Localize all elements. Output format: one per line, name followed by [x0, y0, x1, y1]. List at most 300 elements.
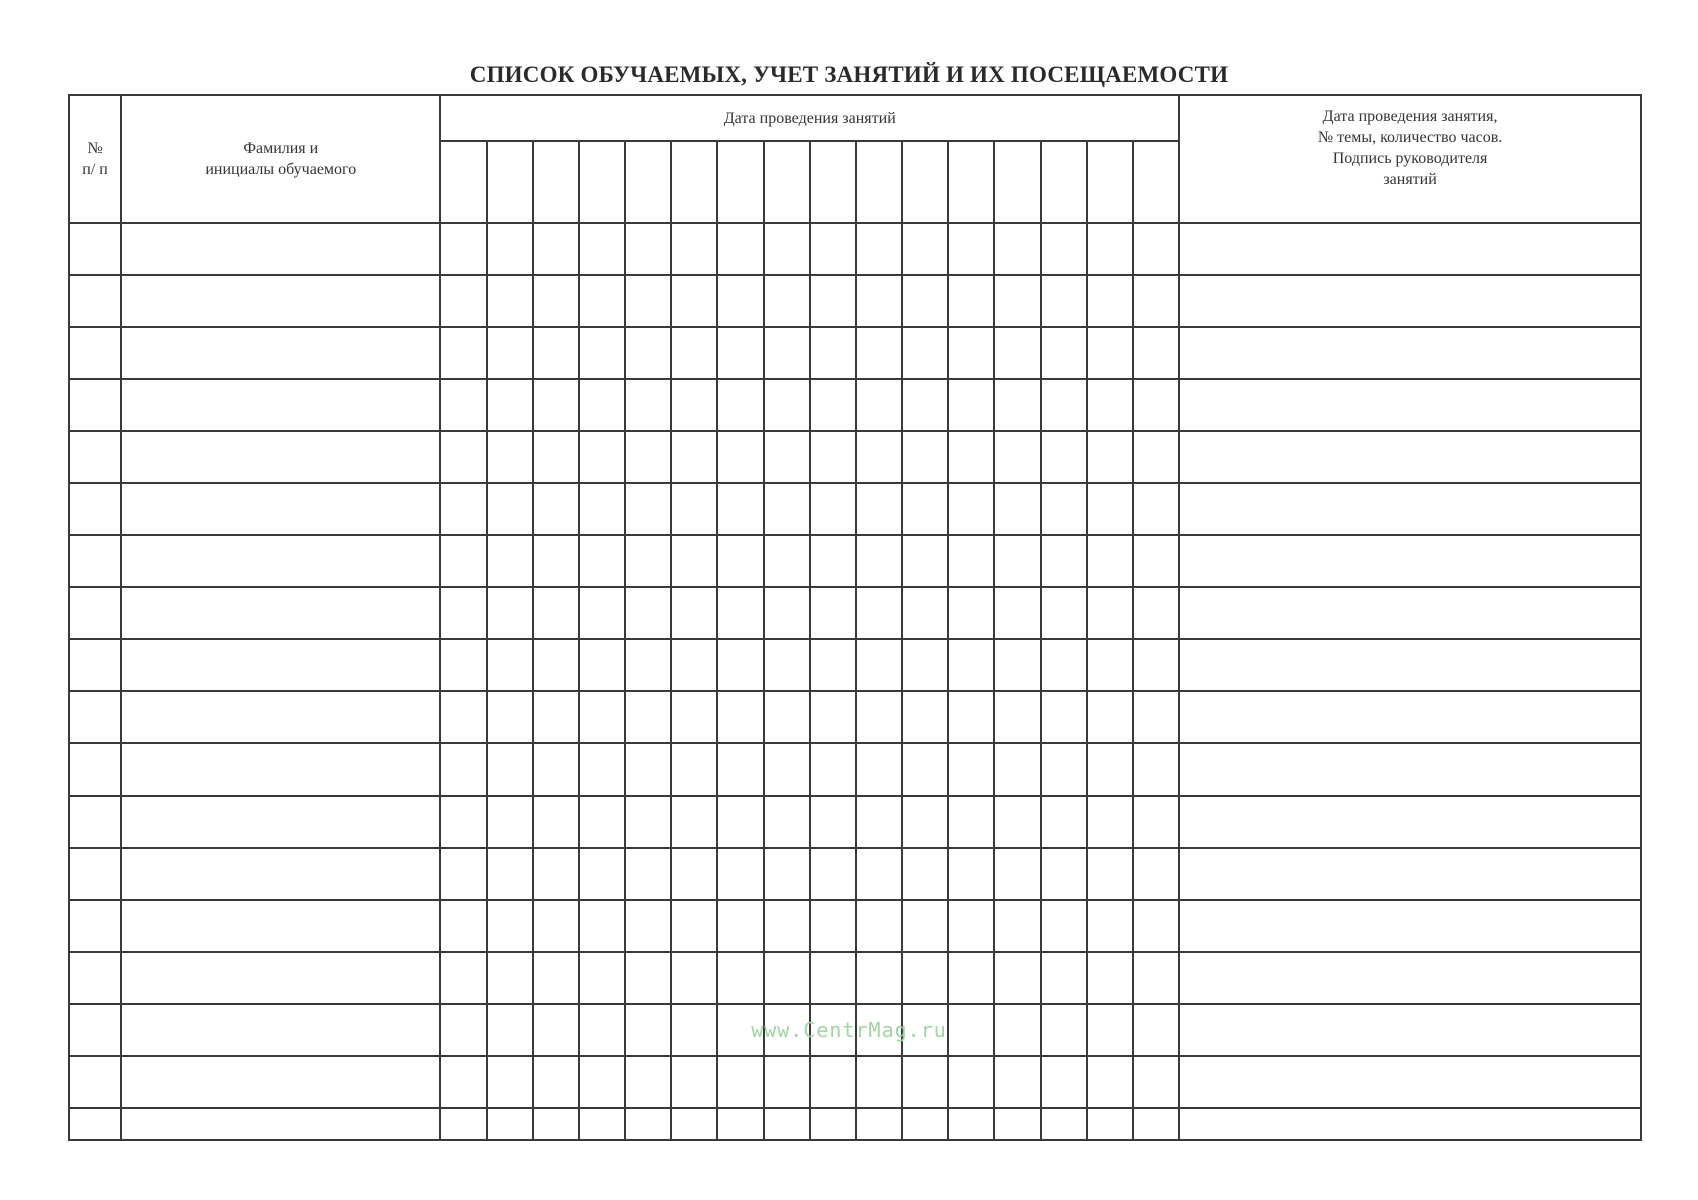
notes-cell[interactable]	[1179, 796, 1641, 848]
attendance-cell[interactable]	[764, 1056, 810, 1108]
number-cell[interactable]	[69, 639, 121, 691]
attendance-cell[interactable]	[810, 587, 856, 639]
attendance-cell[interactable]	[902, 691, 948, 743]
attendance-cell[interactable]	[625, 223, 671, 275]
attendance-cell[interactable]	[948, 483, 994, 535]
attendance-cell[interactable]	[994, 796, 1040, 848]
attendance-cell[interactable]	[533, 796, 579, 848]
attendance-cell[interactable]	[764, 796, 810, 848]
number-cell[interactable]	[69, 848, 121, 900]
attendance-cell[interactable]	[1041, 327, 1087, 379]
attendance-cell[interactable]	[810, 431, 856, 483]
attendance-cell[interactable]	[487, 483, 533, 535]
attendance-cell[interactable]	[856, 691, 902, 743]
attendance-cell[interactable]	[1041, 275, 1087, 327]
attendance-cell[interactable]	[1041, 848, 1087, 900]
attendance-cell[interactable]	[717, 796, 763, 848]
attendance-cell[interactable]	[994, 379, 1040, 431]
attendance-cell[interactable]	[717, 743, 763, 795]
attendance-cell[interactable]	[487, 327, 533, 379]
attendance-cell[interactable]	[764, 691, 810, 743]
attendance-cell[interactable]	[1041, 587, 1087, 639]
attendance-cell[interactable]	[994, 431, 1040, 483]
attendance-cell[interactable]	[717, 691, 763, 743]
attendance-cell[interactable]	[579, 535, 625, 587]
attendance-cell[interactable]	[948, 327, 994, 379]
notes-cell[interactable]	[1179, 1108, 1641, 1140]
attendance-cell[interactable]	[487, 691, 533, 743]
attendance-cell[interactable]	[440, 1108, 486, 1140]
attendance-cell[interactable]	[902, 952, 948, 1004]
attendance-cell[interactable]	[625, 1056, 671, 1108]
attendance-cell[interactable]	[487, 223, 533, 275]
notes-cell[interactable]	[1179, 639, 1641, 691]
attendance-cell[interactable]	[856, 743, 902, 795]
notes-cell[interactable]	[1179, 587, 1641, 639]
attendance-cell[interactable]	[717, 535, 763, 587]
attendance-cell[interactable]	[717, 379, 763, 431]
attendance-cell[interactable]	[625, 691, 671, 743]
attendance-cell[interactable]	[902, 848, 948, 900]
attendance-cell[interactable]	[717, 275, 763, 327]
attendance-cell[interactable]	[717, 1108, 763, 1140]
attendance-cell[interactable]	[671, 275, 717, 327]
attendance-cell[interactable]	[1041, 900, 1087, 952]
attendance-cell[interactable]	[1087, 796, 1133, 848]
attendance-cell[interactable]	[810, 535, 856, 587]
attendance-cell[interactable]	[487, 431, 533, 483]
attendance-cell[interactable]	[625, 796, 671, 848]
attendance-cell[interactable]	[487, 743, 533, 795]
attendance-cell[interactable]	[625, 535, 671, 587]
attendance-cell[interactable]	[810, 639, 856, 691]
attendance-cell[interactable]	[764, 223, 810, 275]
notes-cell[interactable]	[1179, 691, 1641, 743]
attendance-cell[interactable]	[948, 1056, 994, 1108]
attendance-cell[interactable]	[440, 483, 486, 535]
attendance-cell[interactable]	[625, 639, 671, 691]
attendance-cell[interactable]	[625, 743, 671, 795]
attendance-cell[interactable]	[579, 691, 625, 743]
attendance-cell[interactable]	[440, 796, 486, 848]
attendance-cell[interactable]	[717, 639, 763, 691]
attendance-cell[interactable]	[579, 1056, 625, 1108]
attendance-cell[interactable]	[810, 848, 856, 900]
attendance-cell[interactable]	[1041, 223, 1087, 275]
attendance-cell[interactable]	[533, 1056, 579, 1108]
attendance-cell[interactable]	[856, 223, 902, 275]
attendance-cell[interactable]	[1041, 379, 1087, 431]
attendance-cell[interactable]	[1041, 639, 1087, 691]
number-cell[interactable]	[69, 1056, 121, 1108]
attendance-cell[interactable]	[717, 952, 763, 1004]
attendance-cell[interactable]	[948, 691, 994, 743]
attendance-cell[interactable]	[948, 535, 994, 587]
number-cell[interactable]	[69, 587, 121, 639]
attendance-cell[interactable]	[671, 639, 717, 691]
attendance-cell[interactable]	[1041, 691, 1087, 743]
attendance-cell[interactable]	[717, 900, 763, 952]
attendance-cell[interactable]	[994, 483, 1040, 535]
attendance-cell[interactable]	[671, 952, 717, 1004]
attendance-cell[interactable]	[579, 952, 625, 1004]
attendance-cell[interactable]	[625, 483, 671, 535]
attendance-cell[interactable]	[440, 275, 486, 327]
attendance-cell[interactable]	[1133, 275, 1179, 327]
attendance-cell[interactable]	[487, 900, 533, 952]
attendance-cell[interactable]	[1087, 848, 1133, 900]
attendance-cell[interactable]	[533, 535, 579, 587]
attendance-cell[interactable]	[810, 691, 856, 743]
attendance-cell[interactable]	[810, 1056, 856, 1108]
attendance-cell[interactable]	[764, 275, 810, 327]
attendance-cell[interactable]	[440, 431, 486, 483]
attendance-cell[interactable]	[533, 327, 579, 379]
attendance-cell[interactable]	[487, 535, 533, 587]
name-cell[interactable]	[121, 431, 440, 483]
attendance-cell[interactable]	[1041, 1108, 1087, 1140]
number-cell[interactable]	[69, 223, 121, 275]
attendance-cell[interactable]	[948, 1108, 994, 1140]
attendance-cell[interactable]	[1087, 223, 1133, 275]
attendance-cell[interactable]	[1087, 431, 1133, 483]
attendance-cell[interactable]	[1133, 327, 1179, 379]
attendance-cell[interactable]	[902, 223, 948, 275]
notes-cell[interactable]	[1179, 848, 1641, 900]
attendance-cell[interactable]	[810, 483, 856, 535]
name-cell[interactable]	[121, 483, 440, 535]
attendance-cell[interactable]	[902, 327, 948, 379]
attendance-cell[interactable]	[1133, 483, 1179, 535]
attendance-cell[interactable]	[671, 587, 717, 639]
attendance-cell[interactable]	[625, 431, 671, 483]
attendance-cell[interactable]	[948, 743, 994, 795]
attendance-cell[interactable]	[1041, 743, 1087, 795]
attendance-cell[interactable]	[533, 743, 579, 795]
notes-cell[interactable]	[1179, 535, 1641, 587]
number-cell[interactable]	[69, 379, 121, 431]
attendance-cell[interactable]	[717, 1056, 763, 1108]
attendance-cell[interactable]	[671, 796, 717, 848]
attendance-cell[interactable]	[856, 483, 902, 535]
number-cell[interactable]	[69, 743, 121, 795]
attendance-cell[interactable]	[487, 275, 533, 327]
name-cell[interactable]	[121, 587, 440, 639]
attendance-cell[interactable]	[579, 1108, 625, 1140]
attendance-cell[interactable]	[440, 587, 486, 639]
attendance-cell[interactable]	[625, 275, 671, 327]
attendance-cell[interactable]	[533, 1108, 579, 1140]
attendance-cell[interactable]	[440, 743, 486, 795]
notes-cell[interactable]	[1179, 431, 1641, 483]
attendance-cell[interactable]	[948, 848, 994, 900]
attendance-cell[interactable]	[440, 691, 486, 743]
attendance-cell[interactable]	[1087, 743, 1133, 795]
attendance-cell[interactable]	[1041, 483, 1087, 535]
attendance-cell[interactable]	[764, 848, 810, 900]
name-cell[interactable]	[121, 743, 440, 795]
number-cell[interactable]	[69, 431, 121, 483]
attendance-cell[interactable]	[579, 848, 625, 900]
attendance-cell[interactable]	[1087, 483, 1133, 535]
attendance-cell[interactable]	[902, 1108, 948, 1140]
attendance-cell[interactable]	[856, 1108, 902, 1140]
attendance-cell[interactable]	[1133, 639, 1179, 691]
attendance-cell[interactable]	[579, 431, 625, 483]
attendance-cell[interactable]	[717, 223, 763, 275]
attendance-cell[interactable]	[856, 848, 902, 900]
attendance-cell[interactable]	[671, 431, 717, 483]
attendance-cell[interactable]	[487, 587, 533, 639]
attendance-cell[interactable]	[1133, 379, 1179, 431]
attendance-cell[interactable]	[1087, 691, 1133, 743]
attendance-cell[interactable]	[994, 900, 1040, 952]
attendance-cell[interactable]	[764, 483, 810, 535]
notes-cell[interactable]	[1179, 223, 1641, 275]
attendance-cell[interactable]	[1087, 535, 1133, 587]
attendance-cell[interactable]	[440, 327, 486, 379]
attendance-cell[interactable]	[902, 587, 948, 639]
notes-cell[interactable]	[1179, 1056, 1641, 1108]
attendance-cell[interactable]	[810, 1108, 856, 1140]
attendance-cell[interactable]	[902, 275, 948, 327]
attendance-cell[interactable]	[856, 900, 902, 952]
attendance-cell[interactable]	[1041, 796, 1087, 848]
attendance-cell[interactable]	[579, 223, 625, 275]
name-cell[interactable]	[121, 535, 440, 587]
attendance-cell[interactable]	[1133, 431, 1179, 483]
attendance-cell[interactable]	[856, 587, 902, 639]
attendance-cell[interactable]	[1087, 1108, 1133, 1140]
attendance-cell[interactable]	[902, 379, 948, 431]
attendance-cell[interactable]	[948, 900, 994, 952]
attendance-cell[interactable]	[1133, 952, 1179, 1004]
attendance-cell[interactable]	[764, 379, 810, 431]
attendance-cell[interactable]	[764, 743, 810, 795]
attendance-cell[interactable]	[810, 796, 856, 848]
attendance-cell[interactable]	[1133, 1108, 1179, 1140]
name-cell[interactable]	[121, 1108, 440, 1140]
number-cell[interactable]	[69, 535, 121, 587]
attendance-cell[interactable]	[1133, 691, 1179, 743]
attendance-cell[interactable]	[671, 223, 717, 275]
attendance-cell[interactable]	[856, 639, 902, 691]
attendance-cell[interactable]	[1133, 587, 1179, 639]
attendance-cell[interactable]	[440, 848, 486, 900]
attendance-cell[interactable]	[671, 1108, 717, 1140]
attendance-cell[interactable]	[533, 587, 579, 639]
number-cell[interactable]	[69, 275, 121, 327]
attendance-cell[interactable]	[994, 952, 1040, 1004]
attendance-cell[interactable]	[994, 1056, 1040, 1108]
attendance-cell[interactable]	[533, 379, 579, 431]
notes-cell[interactable]	[1179, 327, 1641, 379]
attendance-cell[interactable]	[440, 639, 486, 691]
attendance-cell[interactable]	[902, 639, 948, 691]
attendance-cell[interactable]	[764, 327, 810, 379]
attendance-cell[interactable]	[1041, 952, 1087, 1004]
attendance-cell[interactable]	[948, 952, 994, 1004]
attendance-cell[interactable]	[994, 639, 1040, 691]
attendance-cell[interactable]	[994, 535, 1040, 587]
notes-cell[interactable]	[1179, 952, 1641, 1004]
attendance-cell[interactable]	[1087, 275, 1133, 327]
attendance-cell[interactable]	[625, 952, 671, 1004]
attendance-cell[interactable]	[487, 379, 533, 431]
attendance-cell[interactable]	[994, 327, 1040, 379]
name-cell[interactable]	[121, 691, 440, 743]
attendance-cell[interactable]	[764, 431, 810, 483]
attendance-cell[interactable]	[994, 743, 1040, 795]
attendance-cell[interactable]	[1087, 327, 1133, 379]
attendance-cell[interactable]	[1133, 1056, 1179, 1108]
attendance-cell[interactable]	[856, 796, 902, 848]
attendance-cell[interactable]	[579, 796, 625, 848]
attendance-cell[interactable]	[671, 900, 717, 952]
attendance-cell[interactable]	[579, 743, 625, 795]
attendance-cell[interactable]	[856, 952, 902, 1004]
attendance-cell[interactable]	[671, 691, 717, 743]
name-cell[interactable]	[121, 327, 440, 379]
attendance-cell[interactable]	[1087, 379, 1133, 431]
attendance-cell[interactable]	[902, 483, 948, 535]
attendance-cell[interactable]	[579, 639, 625, 691]
attendance-cell[interactable]	[440, 952, 486, 1004]
attendance-cell[interactable]	[625, 327, 671, 379]
name-cell[interactable]	[121, 900, 440, 952]
attendance-cell[interactable]	[856, 431, 902, 483]
number-cell[interactable]	[69, 952, 121, 1004]
name-cell[interactable]	[121, 275, 440, 327]
attendance-cell[interactable]	[1087, 639, 1133, 691]
number-cell[interactable]	[69, 483, 121, 535]
attendance-cell[interactable]	[533, 483, 579, 535]
name-cell[interactable]	[121, 848, 440, 900]
attendance-cell[interactable]	[994, 691, 1040, 743]
attendance-cell[interactable]	[810, 900, 856, 952]
attendance-cell[interactable]	[994, 275, 1040, 327]
attendance-cell[interactable]	[764, 900, 810, 952]
number-cell[interactable]	[69, 900, 121, 952]
attendance-cell[interactable]	[487, 952, 533, 1004]
attendance-cell[interactable]	[671, 483, 717, 535]
number-cell[interactable]	[69, 327, 121, 379]
attendance-cell[interactable]	[533, 952, 579, 1004]
attendance-cell[interactable]	[810, 327, 856, 379]
notes-cell[interactable]	[1179, 900, 1641, 952]
attendance-cell[interactable]	[948, 223, 994, 275]
number-cell[interactable]	[69, 1108, 121, 1140]
attendance-cell[interactable]	[810, 952, 856, 1004]
attendance-cell[interactable]	[764, 535, 810, 587]
attendance-cell[interactable]	[671, 1056, 717, 1108]
attendance-cell[interactable]	[1133, 848, 1179, 900]
notes-cell[interactable]	[1179, 379, 1641, 431]
attendance-cell[interactable]	[625, 379, 671, 431]
attendance-cell[interactable]	[487, 848, 533, 900]
name-cell[interactable]	[121, 639, 440, 691]
attendance-cell[interactable]	[717, 848, 763, 900]
attendance-cell[interactable]	[533, 275, 579, 327]
attendance-cell[interactable]	[487, 1056, 533, 1108]
attendance-cell[interactable]	[1041, 535, 1087, 587]
attendance-cell[interactable]	[764, 639, 810, 691]
attendance-cell[interactable]	[533, 431, 579, 483]
attendance-cell[interactable]	[810, 743, 856, 795]
attendance-cell[interactable]	[856, 535, 902, 587]
name-cell[interactable]	[121, 796, 440, 848]
attendance-cell[interactable]	[856, 379, 902, 431]
notes-cell[interactable]	[1179, 275, 1641, 327]
attendance-cell[interactable]	[902, 431, 948, 483]
attendance-cell[interactable]	[902, 796, 948, 848]
attendance-cell[interactable]	[440, 535, 486, 587]
attendance-cell[interactable]	[717, 431, 763, 483]
attendance-cell[interactable]	[671, 535, 717, 587]
attendance-cell[interactable]	[1087, 1056, 1133, 1108]
attendance-cell[interactable]	[948, 796, 994, 848]
attendance-cell[interactable]	[994, 848, 1040, 900]
attendance-cell[interactable]	[671, 743, 717, 795]
attendance-cell[interactable]	[625, 848, 671, 900]
attendance-cell[interactable]	[717, 587, 763, 639]
attendance-cell[interactable]	[717, 327, 763, 379]
attendance-cell[interactable]	[487, 1108, 533, 1140]
attendance-cell[interactable]	[625, 587, 671, 639]
attendance-cell[interactable]	[440, 379, 486, 431]
name-cell[interactable]	[121, 379, 440, 431]
attendance-cell[interactable]	[440, 900, 486, 952]
attendance-cell[interactable]	[1087, 587, 1133, 639]
attendance-cell[interactable]	[579, 379, 625, 431]
attendance-cell[interactable]	[487, 796, 533, 848]
attendance-cell[interactable]	[1133, 223, 1179, 275]
attendance-cell[interactable]	[625, 900, 671, 952]
attendance-cell[interactable]	[533, 848, 579, 900]
name-cell[interactable]	[121, 223, 440, 275]
attendance-cell[interactable]	[948, 275, 994, 327]
attendance-cell[interactable]	[994, 1108, 1040, 1140]
attendance-cell[interactable]	[810, 223, 856, 275]
attendance-cell[interactable]	[671, 327, 717, 379]
attendance-cell[interactable]	[533, 223, 579, 275]
attendance-cell[interactable]	[440, 223, 486, 275]
attendance-cell[interactable]	[1087, 952, 1133, 1004]
attendance-cell[interactable]	[579, 900, 625, 952]
attendance-cell[interactable]	[1133, 796, 1179, 848]
attendance-cell[interactable]	[1133, 900, 1179, 952]
attendance-cell[interactable]	[671, 848, 717, 900]
attendance-cell[interactable]	[948, 379, 994, 431]
attendance-cell[interactable]	[902, 535, 948, 587]
number-cell[interactable]	[69, 796, 121, 848]
name-cell[interactable]	[121, 1056, 440, 1108]
attendance-cell[interactable]	[948, 639, 994, 691]
attendance-cell[interactable]	[1087, 900, 1133, 952]
attendance-cell[interactable]	[1041, 1056, 1087, 1108]
attendance-cell[interactable]	[902, 1056, 948, 1108]
attendance-cell[interactable]	[764, 952, 810, 1004]
attendance-cell[interactable]	[533, 639, 579, 691]
attendance-cell[interactable]	[579, 483, 625, 535]
attendance-cell[interactable]	[671, 379, 717, 431]
attendance-cell[interactable]	[579, 275, 625, 327]
attendance-cell[interactable]	[1133, 535, 1179, 587]
attendance-cell[interactable]	[902, 900, 948, 952]
attendance-cell[interactable]	[764, 1108, 810, 1140]
attendance-cell[interactable]	[764, 587, 810, 639]
attendance-cell[interactable]	[1133, 743, 1179, 795]
